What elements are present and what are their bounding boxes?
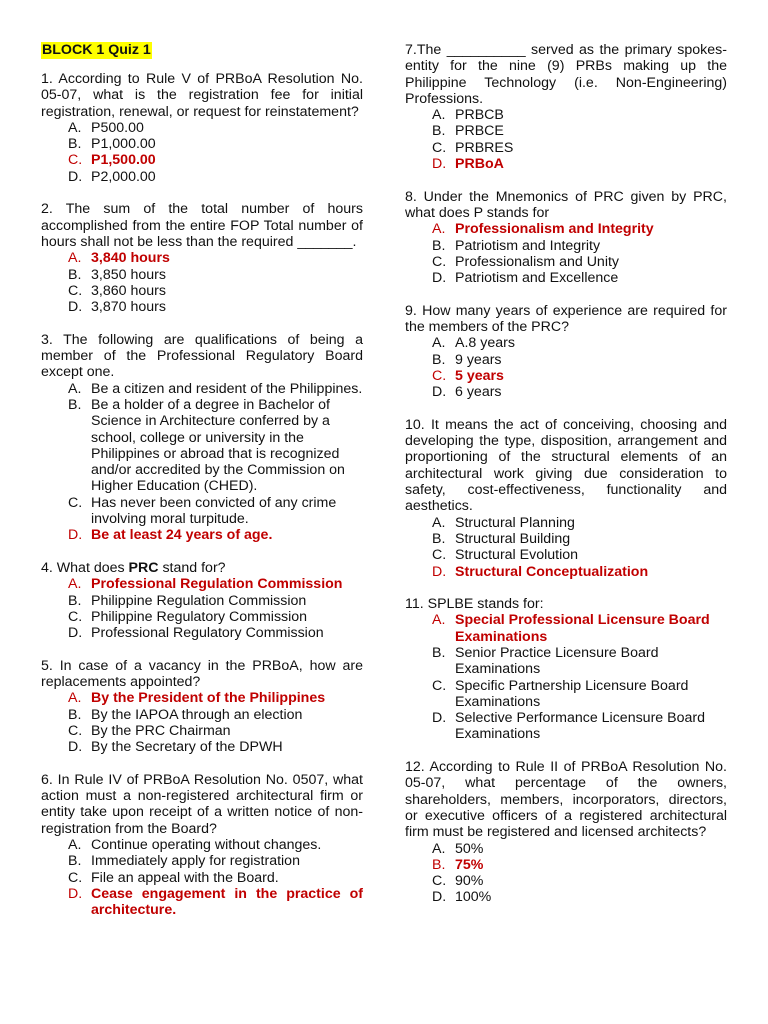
answer-option [405,531,727,547]
option-text: Continue operating without changes. [91,836,322,853]
option-text: 75% [455,856,484,873]
option-text: P500.00 [91,119,144,136]
option-list [41,250,363,315]
question-11 [405,596,727,743]
option-letter: D. [432,270,447,287]
option-text: Be at least 24 years of age. [91,527,273,544]
answer-option [41,707,363,723]
option-list [41,381,363,544]
answer-option [405,140,727,156]
option-text: Professionalism and Integrity [455,221,654,238]
answer-option [405,335,727,351]
option-text: PRBRES [455,139,514,156]
option-text: Patriotism and Integrity [455,237,601,254]
question-text [41,560,363,576]
question-5 [41,658,363,756]
question-text: 6. In Rule IV of PRBoA Resolution No. 0507, what action must a non-registered architectural firm or entity take upon receipt of a written notice of non-registration from the Board? [41,771,363,837]
option-text: PRBCE [455,123,504,140]
option-text: Specific Partnership Licensure Board Examinations [455,677,689,710]
option-text: A.8 years [455,335,515,352]
option-letter: B. [68,706,82,723]
option-text: Be a citizen and resident of the Philippines. [91,380,363,397]
answer-option [41,120,363,136]
option-text: By the IAPOA through an election [91,706,303,723]
answer-option [41,870,363,886]
option-list [405,335,727,400]
answer-option [41,267,363,283]
question-text: 1. According to Rule V of PRBoA Resolution No. 05-07, what is the registration fee for initial registration, renewal, or request for reinstatement? [41,71,363,120]
option-letter: C. [432,139,447,156]
question-7 [405,42,727,172]
answer-option [405,238,727,254]
option-letter: B. [68,853,82,870]
option-text: By the President of the Philippines [91,690,326,707]
answer-option-correct [41,250,363,266]
option-letter: D. [68,527,83,544]
question-text-bold: PRC [128,559,159,576]
option-letter: C. [68,152,83,169]
option-list [405,221,727,286]
question-text: 7.The __________ served as the primary spokes-entity for the nine (9) PRBs making up the Philippine Technology (i.e. Non-Engineering) Professions. [405,42,727,107]
option-text: 3,840 hours [91,250,170,267]
answer-option-correct [41,527,363,543]
question-text: 10. It means the act of conceiving, choosing and developing the type, disposition, arrangement and proportioning of the structural elements of an architectural work giving due consideration to safety, cost-effectiveness, functionality and aesthetics. [405,416,727,515]
option-text: 9 years [455,351,502,368]
answer-option [405,889,727,905]
quiz-title: BLOCK 1 Quiz 1 [42,42,151,58]
option-text: 50% [455,840,484,857]
option-letter: D. [432,156,447,173]
answer-option [405,384,727,400]
option-text: Philippine Regulatory Commission [91,608,308,625]
option-text: Philippine Regulation Commission [91,592,307,609]
answer-option-correct [41,152,363,168]
question-8 [405,189,727,287]
option-letter: A. [68,836,82,853]
question-6 [41,772,363,919]
option-text: Professional Regulatory Commission [91,625,324,642]
option-list [41,837,363,918]
answer-option [405,107,727,123]
option-list [41,690,363,755]
option-letter: C. [68,722,83,739]
option-letter: A. [432,335,446,352]
answer-option [41,609,363,625]
option-letter: B. [432,123,446,140]
option-letter: D. [432,889,447,906]
answer-option [41,625,363,641]
answer-option-correct [41,576,363,592]
answer-option-correct [405,221,727,237]
option-letter: B. [68,592,82,609]
option-letter: B. [68,266,82,283]
option-letter: B. [432,530,446,547]
answer-option [41,381,363,397]
question-3 [41,332,363,544]
option-letter: D. [432,563,447,580]
option-letter: C. [68,869,83,886]
option-text: Structural Conceptualization [455,563,649,580]
option-text: 3,860 hours [91,282,166,299]
question-text: 2. The sum of the total number of hours accomplished from the entire FOP Total number of hours shall not be less than the required _______. [41,201,363,250]
option-text: Be a holder of a degree in Bachelor of Science in Architecture conferred by a school, college or university in the Philippines or abroad that is recognized and/or accredited by the Commission on Higher Education (CHED). [91,396,345,495]
question-text: 8. Under the Mnemonics of PRC given by PRC, what does P stands for [405,188,727,221]
option-letter: D. [432,710,447,727]
question-1 [41,71,363,185]
answer-option [41,739,363,755]
answer-option-correct [405,612,727,645]
option-letter: C. [432,677,447,694]
option-letter: B. [432,351,446,368]
option-letter: D. [68,625,83,642]
option-text: Professional Regulation Commission [91,576,343,593]
answer-option [41,723,363,739]
option-letter: A. [68,380,82,397]
option-text: PRBoA [455,156,504,173]
answer-option [405,678,727,711]
option-text: Senior Practice Licensure Board Examinations [455,644,659,678]
option-text: By the Secretary of the DPWH [91,739,283,756]
option-letter: A. [68,576,82,593]
option-letter: D. [68,885,83,902]
question-text-before: 4. What does [41,559,129,576]
answer-option-correct [405,857,727,873]
answer-option [405,873,727,889]
option-letter: C. [432,253,447,270]
option-letter: D. [68,299,83,316]
option-letter: A. [432,221,446,238]
option-text: 3,870 hours [91,299,166,316]
option-letter: D. [68,739,83,756]
option-text: Immediately apply for registration [91,853,300,870]
answer-option [405,547,727,563]
answer-option [405,841,727,857]
answer-option [41,397,363,495]
answer-option-correct [41,690,363,706]
option-letter: C. [68,494,83,511]
question-text: 3. The following are qualifications of being a member of the Professional Regulatory Board except one. [41,331,363,381]
question-text: 5. In case of a vacancy in the PRBoA, how are replacements appointed? [41,657,363,690]
question-12 [405,759,727,906]
option-letter: A. [68,250,82,267]
option-text: Cease engagement in the practice of architecture. [91,885,363,919]
answer-option [41,283,363,299]
option-letter: A. [68,119,82,136]
option-letter: C. [68,608,83,625]
option-text: P1,500.00 [91,152,156,169]
answer-option [405,710,727,743]
option-text: Selective Performance Licensure Board Examinations [455,710,705,743]
option-text: 100% [455,889,492,906]
question-9 [405,303,727,401]
question-10 [405,417,727,580]
option-list [405,107,727,172]
option-letter: A. [432,514,446,531]
question-text: 11. SPLBE stands for: [405,596,544,613]
answer-option [41,837,363,853]
question-text-after: stand for? [158,559,226,576]
option-letter: A. [432,840,446,857]
option-list [405,612,727,742]
option-text: Patriotism and Excellence [455,270,619,287]
option-text: By the PRC Chairman [91,722,231,739]
answer-option-correct [405,368,727,384]
option-letter: B. [68,136,82,153]
option-text: 3,850 hours [91,266,166,283]
option-text: Structural Planning [455,514,575,531]
answer-option [405,515,727,531]
option-letter: C. [432,367,447,384]
option-letter: B. [432,644,446,661]
answer-option [405,254,727,270]
option-text: P1,000.00 [91,136,156,153]
option-letter: D. [68,168,83,185]
option-text: PRBCB [455,107,504,124]
right-column [405,42,727,922]
answer-option [41,593,363,609]
question-text: 9. How many years of experience are required for the members of the PRC? [405,302,727,336]
left-column [41,42,363,935]
option-list [41,576,363,641]
option-text: Structural Building [455,530,571,547]
option-letter: B. [68,396,82,413]
option-letter: B. [432,856,446,873]
answer-option-correct [41,886,363,919]
option-text: 90% [455,873,484,890]
question-2 [41,201,363,315]
option-list [41,120,363,185]
option-text: Special Professional Licensure Board Examinations [455,612,710,645]
option-letter: C. [432,547,447,564]
option-text: File an appeal with the Board. [91,869,279,886]
answer-option-correct [405,564,727,580]
option-text: P2,000.00 [91,168,156,185]
option-letter: C. [432,873,447,890]
option-letter: D. [432,384,447,401]
option-list [405,515,727,580]
option-text: Structural Evolution [455,547,579,564]
option-letter: C. [68,282,83,299]
option-text: 6 years [455,384,502,401]
answer-option [405,123,727,139]
answer-option [41,495,363,528]
option-text: Has never been convicted of any crime involving moral turpitude. [91,494,337,528]
option-text: Professionalism and Unity [455,253,620,270]
answer-option [41,136,363,152]
option-letter: A. [68,690,82,707]
question-text: 12. According to Rule II of PRBoA Resolution No. 05-07, what percentage of the owners, shareholders, members, incorporators, directors, or executive officers of a registered architectural firm must be registered and licensed architects? [405,759,727,841]
answer-option [41,169,363,185]
option-letter: A. [432,612,446,629]
answer-option [405,270,727,286]
answer-option-correct [405,156,727,172]
answer-option [41,853,363,869]
option-letter: A. [432,107,446,124]
answer-option [405,645,727,678]
question-4 [41,560,363,641]
option-list [405,841,727,906]
option-letter: B. [432,237,446,254]
answer-option [405,352,727,368]
answer-option [41,299,363,315]
option-text: 5 years [455,367,504,384]
